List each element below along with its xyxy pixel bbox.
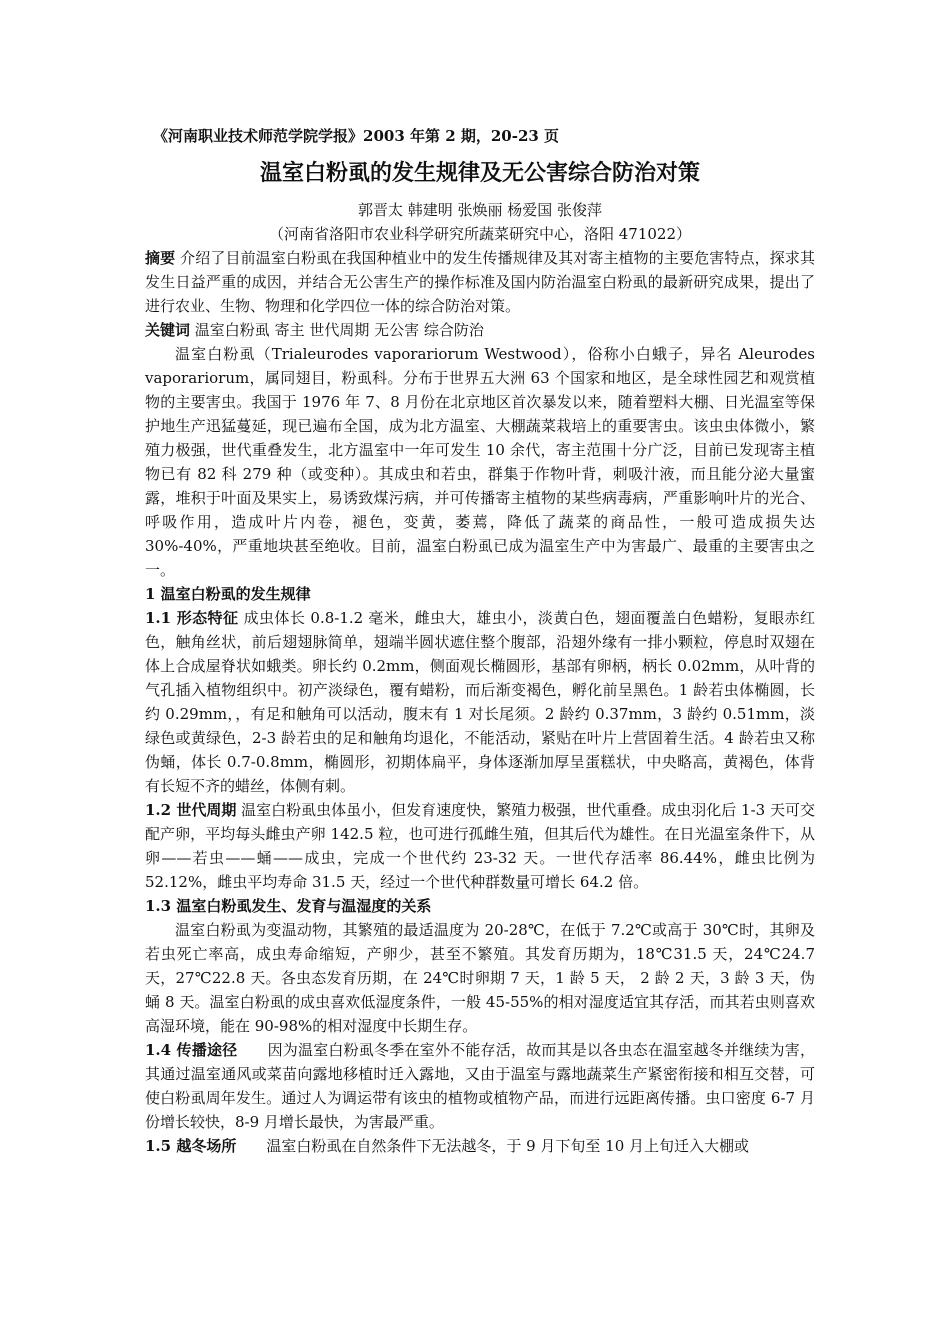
section-1-1-text: 成虫体长 0.8-1.2 毫米，雌虫大，雄虫小，淡黄白色，翅面覆盖白色蜡粉，复眼赤红色，触角丝状，前后翅翅脉简单，翅端半圆状遮住整个腹部，沿翅外缘有一排小颗粒，停息时双翅在体上合成屋脊状如蛾类。卵长约 0.2mm，侧面观长椭圆形，基部有卵柄，柄长 0.02mm，从叶背的气孔插入植物组织中。初产淡绿色，覆有蜡粉，而后渐变褐色，孵化前呈黑色。1 龄若虫体椭圆，长约 0.29mm，，有足和触角可以活动，腹末有 1 对长尾须。2 龄约 0.37mm，3 龄约 0.51mm，淡绿色或黄绿色，2-3 龄若虫的足和触角均退化，不能活动，紧贴在叶片上营固着生活。4 龄若虫又称伪蛹，体长 0.7-0.8mm，椭圆形，初期体扁平，身体逐渐加厚呈蛋糕状，中央略高，黄褐色，体背有长短不齐的蜡丝，体侧有刺。 bbox=[145, 609, 815, 795]
affiliation-line: （河南省洛阳市农业科学研究所蔬菜研究中心，洛阳 471022） bbox=[268, 225, 692, 243]
section-1-4-heading: 1.4 传播途径 bbox=[145, 1041, 238, 1059]
section-1-2-paragraph bbox=[145, 798, 815, 894]
authors-line: 郭晋太 韩建明 张焕丽 杨爱国 张俊萍 bbox=[357, 201, 603, 219]
section-1-5-heading: 1.5 越冬场所 bbox=[145, 1137, 237, 1155]
section-1-1-paragraph bbox=[145, 606, 815, 798]
section-1-heading: 1 温室白粉虱的发生规律 bbox=[145, 585, 311, 603]
document-page bbox=[145, 124, 815, 1158]
keywords-label: 关键词 bbox=[145, 321, 191, 339]
section-1-4-paragraph bbox=[145, 1038, 815, 1134]
keywords-paragraph bbox=[145, 318, 815, 342]
section-1-3-heading: 1.3 温室白粉虱发生、发育与温湿度的关系 bbox=[145, 897, 432, 915]
keywords-text: 温室白粉虱 寄主 世代周期 无公害 综合防治 bbox=[194, 321, 484, 339]
section-1-1-heading: 1.1 形态特征 bbox=[145, 609, 239, 627]
section-1-2-text: 温室白粉虱虫体虽小，但发育速度快，繁殖力极强，世代重叠。成虫羽化后 1-3 天可交配产卵，平均每头雌虫产卵 142.5 粒，也可进行孤雌生殖，但其后代为雄性。在日光温室条件下，从卵——若虫——蛹——成虫，完成一个世代约 23-32 天。一世代存活率 86.44%，雌虫比例为 52.12%，雌虫平均寿命 31.5 天，经过一个世代种群数量可增长 64.2 倍。 bbox=[145, 801, 815, 891]
abstract-text: 介绍了目前温室白粉虱在我国种植业中的发生传播规律及其对寄主植物的主要危害特点，探求其发生日益严重的成因，并结合无公害生产的操作标准及国内防治温室白粉虱的最新研究成果，提出了进行农业、生物、物理和化学四位一体的综合防治对策。 bbox=[145, 249, 815, 315]
intro-paragraph: 温室白粉虱（Trialeurodes vaporariorum Westwood），俗称小白蛾子，异名 Aleurodes vaporariorum，属同翅目，粉虱科。分布于世界五大洲 63 个国家和地区，是全球性园艺和观赏植物的主要害虫。我国于 1976 年 7、8 月份在北京地区首次暴发以来，随着塑料大棚、日光温室等保护地生产迅猛蔓延，现已遍布全国，成为北方温室、大棚蔬菜栽培上的重要害虫。该虫虫体微小，繁殖力极强，世代重叠发生，北方温室中一年可发生 10 余代，寄主范围十分广泛，目前已发现寄主植物已有 82 科 279 种（或变种）。其成虫和若虫，群集于作物叶背，刺吸汁液，而且能分泌大量蜜露，堆积于叶面及果实上，易诱致煤污病，并可传播寄主植物的某些病毒病，严重影响叶片的光合、呼吸作用，造成叶片内卷，褪色，变黄，萎蔫，降低了蔬菜的商品性，一般可造成损失达 30%-40%，严重地块甚至绝收。目前，温室白粉虱已成为温室生产中为害最广、最重的主要害虫之一。 bbox=[145, 345, 815, 579]
section-1-5-text: 温室白粉虱在自然条件下无法越冬，于 9 月下旬至 10 月上旬迁入大棚或 bbox=[266, 1137, 750, 1155]
abstract-label: 摘要 bbox=[145, 249, 176, 267]
abstract-paragraph bbox=[145, 246, 815, 318]
journal-citation: 《河南职业技术师范学院学报》2003 年第 2 期，20-23 页 bbox=[153, 127, 560, 145]
article-title: 温室白粉虱的发生规律及无公害综合防治对策 bbox=[259, 160, 700, 186]
section-1-4-text: 因为温室白粉虱冬季在室外不能存活，故而其是以各虫态在温室越冬并继续为害，其通过温室通风或菜苗向露地移植时迁入露地，又由于温室与露地蔬菜生产紧密衔接和相互交替，可使白粉虱周年发生。通过人为调运带有该虫的植物或植物产品，而进行远距离传播。虫口密度 6-7 月份增长较快，8-9 月增长最快，为害最严重。 bbox=[145, 1041, 815, 1131]
section-1-5-paragraph bbox=[145, 1134, 815, 1158]
section-1-3-text: 温室白粉虱为变温动物，其繁殖的最适温度为 20-28℃，在低于 7.2℃或高于 30℃时，其卵及若虫死亡率高，成虫寿命缩短，产卵少，甚至不繁殖。其发育历期为，18℃31.5 天，24℃24.7 天，27℃22.8 天。各虫态发育历期，在 24℃时卵期 7 天，1 龄 5 天， 2 龄 2 天，3 龄 3 天，伪蛹 8 天。温室白粉虱的成虫喜欢低湿度条件，一般 45-55%的相对湿度适宜其存活，而其若虫则喜欢高湿环境，能在 90-98%的相对湿度中长期生存。 bbox=[145, 921, 815, 1035]
section-1-2-heading: 1.2 世代周期 bbox=[145, 801, 237, 819]
